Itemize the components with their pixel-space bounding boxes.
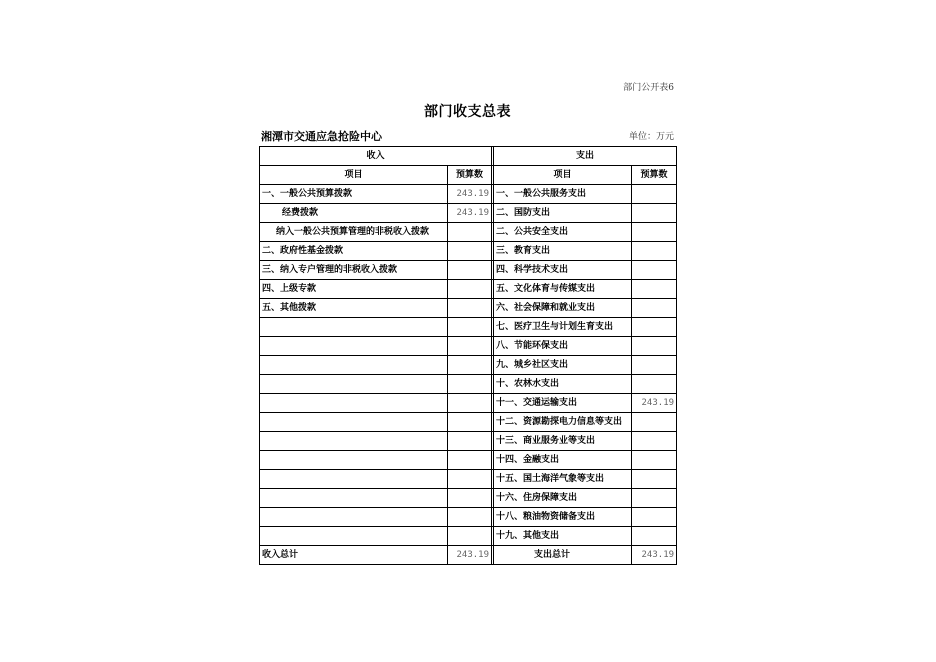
income-item-cell — [260, 375, 448, 394]
expense-item-cell: 十六、住房保障支出 — [494, 489, 632, 508]
expense-item-cell: 十九、其他支出 — [494, 527, 632, 546]
expense-item-cell: 二、国防支出 — [494, 204, 632, 223]
expense-amount-cell — [632, 204, 677, 223]
expense-amount-cell — [632, 356, 677, 375]
income-amount-cell — [448, 489, 492, 508]
income-item-header: 项目 — [260, 166, 448, 185]
table-row — [260, 261, 677, 280]
expense-item-cell: 一、一般公共服务支出 — [494, 185, 632, 204]
expense-item-cell: 十一、交通运输支出 — [494, 394, 632, 413]
table-row — [260, 470, 677, 489]
income-amount-cell — [448, 223, 492, 242]
income-amount-cell — [448, 527, 492, 546]
income-item-cell — [260, 432, 448, 451]
table-row — [260, 451, 677, 470]
income-amount-cell: 243.19 — [448, 185, 492, 204]
income-amount-cell — [448, 242, 492, 261]
table-row — [260, 508, 677, 527]
income-item-cell: 五、其他拨款 — [260, 299, 448, 318]
table-row — [260, 318, 677, 337]
expense-item-cell: 六、社会保障和就业支出 — [494, 299, 632, 318]
income-item-cell: 经费拨款 — [260, 204, 448, 223]
expense-amount-cell — [632, 242, 677, 261]
expense-amount-cell — [632, 451, 677, 470]
table-column-header-row — [260, 166, 677, 185]
expense-amount-cell — [632, 508, 677, 527]
expense-item-cell: 五、文化体育与传媒支出 — [494, 280, 632, 299]
table-row — [260, 413, 677, 432]
table-row — [260, 432, 677, 451]
income-item-cell — [260, 356, 448, 375]
expense-item-cell: 三、教育支出 — [494, 242, 632, 261]
expense-amount-cell — [632, 413, 677, 432]
income-amount-cell — [448, 318, 492, 337]
expense-item-cell: 四、科学技术支出 — [494, 261, 632, 280]
income-item-cell — [260, 527, 448, 546]
income-item-cell — [260, 337, 448, 356]
income-item-cell: 四、上级专款 — [260, 280, 448, 299]
expense-item-cell: 十四、金融支出 — [494, 451, 632, 470]
totals-row — [260, 546, 677, 565]
page-title: 部门收支总表 — [424, 104, 511, 120]
income-item-cell — [260, 394, 448, 413]
expense-amount-cell — [632, 527, 677, 546]
organization-name: 湘潭市交通应急抢险中心 — [261, 130, 382, 143]
expense-total-label: 支出总计 — [494, 546, 632, 565]
income-item-cell — [260, 451, 448, 470]
table-row — [260, 242, 677, 261]
income-item-cell — [260, 470, 448, 489]
income-amount-cell — [448, 470, 492, 489]
expense-amount-cell — [632, 261, 677, 280]
income-budget-header: 预算数 — [448, 166, 492, 185]
income-amount-cell — [448, 299, 492, 318]
income-amount-cell: 243.19 — [448, 204, 492, 223]
expense-budget-header: 预算数 — [632, 166, 677, 185]
table-row — [260, 356, 677, 375]
table-row — [260, 185, 677, 204]
expense-section-header: 支出 — [494, 147, 677, 166]
table-row — [260, 375, 677, 394]
income-total-amount: 243.19 — [448, 546, 492, 565]
form-code: 部门公开表6 — [623, 83, 674, 93]
expense-item-cell: 十三、商业服务业等支出 — [494, 432, 632, 451]
expense-amount-cell — [632, 185, 677, 204]
income-amount-cell — [448, 337, 492, 356]
income-amount-cell — [448, 413, 492, 432]
income-section-header: 收入 — [260, 147, 492, 166]
table-row — [260, 280, 677, 299]
income-item-cell — [260, 508, 448, 527]
income-item-cell — [260, 413, 448, 432]
income-item-cell: 一、一般公共预算拨款 — [260, 185, 448, 204]
expense-item-cell: 十、农林水支出 — [494, 375, 632, 394]
income-amount-cell — [448, 394, 492, 413]
income-amount-cell — [448, 375, 492, 394]
expense-item-cell: 十八、粮油物资储备支出 — [494, 508, 632, 527]
table-row — [260, 299, 677, 318]
income-item-cell — [260, 318, 448, 337]
income-item-cell — [260, 489, 448, 508]
expense-amount-cell — [632, 375, 677, 394]
expense-amount-cell — [632, 470, 677, 489]
unit-label: 单位：万元 — [628, 132, 674, 142]
income-amount-cell — [448, 508, 492, 527]
expense-item-cell: 十二、资源勘探电力信息等支出 — [494, 413, 632, 432]
income-amount-cell — [448, 432, 492, 451]
expense-amount-cell: 243.19 — [632, 394, 677, 413]
income-amount-cell — [448, 356, 492, 375]
expense-item-cell: 八、节能环保支出 — [494, 337, 632, 356]
expense-amount-cell — [632, 223, 677, 242]
budget-summary-table — [259, 146, 677, 565]
expense-amount-cell — [632, 489, 677, 508]
expense-amount-cell — [632, 280, 677, 299]
table-row — [260, 489, 677, 508]
expense-item-cell: 九、城乡社区支出 — [494, 356, 632, 375]
income-item-cell: 二、政府性基金拨款 — [260, 242, 448, 261]
income-amount-cell — [448, 261, 492, 280]
table-row — [260, 337, 677, 356]
income-total-label: 收入总计 — [260, 546, 448, 565]
expense-item-header: 项目 — [494, 166, 632, 185]
expense-total-amount: 243.19 — [632, 546, 677, 565]
income-item-cell: 三、纳入专户管理的非税收入拨款 — [260, 261, 448, 280]
expense-amount-cell — [632, 299, 677, 318]
table-row — [260, 223, 677, 242]
income-amount-cell — [448, 451, 492, 470]
expense-item-cell: 十五、国土海洋气象等支出 — [494, 470, 632, 489]
income-amount-cell — [448, 280, 492, 299]
table-row — [260, 204, 677, 223]
expense-item-cell: 七、医疗卫生与计划生育支出 — [494, 318, 632, 337]
table-row — [260, 394, 677, 413]
table-section-header-row — [260, 147, 677, 166]
income-item-cell: 纳入一般公共预算管理的非税收入拨款 — [260, 223, 448, 242]
table-row — [260, 527, 677, 546]
expense-amount-cell — [632, 318, 677, 337]
expense-amount-cell — [632, 337, 677, 356]
expense-amount-cell — [632, 432, 677, 451]
expense-item-cell: 二、公共安全支出 — [494, 223, 632, 242]
